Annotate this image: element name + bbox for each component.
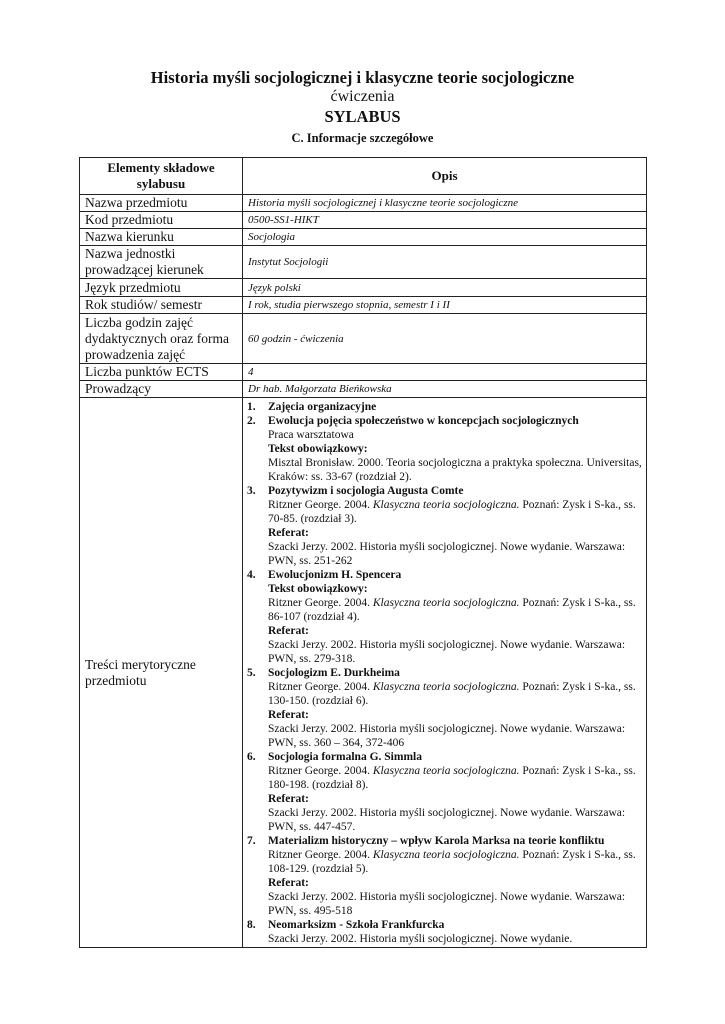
row-value: I rok, studia pierwszego stopnia, semestr I i II <box>243 297 647 314</box>
table-row <box>80 195 647 212</box>
column-header-elements: Elementy składowe sylabusu <box>80 158 243 195</box>
row-value: Instytut Socjologii <box>243 246 647 279</box>
row-value: 0500-SS1-HIKT <box>243 212 647 229</box>
table-row <box>80 212 647 229</box>
table-row <box>80 381 647 398</box>
row-value: 60 godzin - ćwiczenia <box>243 314 647 364</box>
document-title: Historia myśli socjologicznej i klasyczne teorie socjologiczne <box>150 68 575 87</box>
content-label: Treści merytoryczne przedmiotu <box>80 398 243 948</box>
row-value: Język polski <box>243 279 647 297</box>
table-row <box>80 246 647 279</box>
section-heading: C. Informacje szczegółowe <box>291 131 434 145</box>
row-label: Nazwa jednostki prowadzącej kierunek <box>80 246 243 279</box>
list-item: 8. Neomarksizm - Szkoła Frankfurcka Szacki Jerzy. 2002. Historia myśli socjologicznej. Nowe wydanie. <box>247 919 573 945</box>
row-value: Dr hab. Małgorzata Bieńkowska <box>243 381 647 398</box>
row-label: Nazwa kierunku <box>80 229 243 246</box>
row-label: Kod przedmiotu <box>80 212 243 229</box>
row-value: 4 <box>243 364 647 381</box>
table-row <box>80 364 647 381</box>
row-label: Rok studiów/ semestr <box>80 297 243 314</box>
table-header-row <box>80 158 647 195</box>
row-label: Liczba godzin zajęć dydaktycznych oraz forma prowadzenia zajęć <box>80 314 243 364</box>
document-header <box>0 68 725 146</box>
table-row <box>80 229 647 246</box>
table-row <box>80 279 647 297</box>
document-subtitle: ćwiczenia <box>330 88 395 105</box>
syllabus-table <box>79 157 647 948</box>
row-value: Socjologia <box>243 229 647 246</box>
list-item: 3. Pozytywizm i socjologia Augusta Comte Ritzner George. 2004. Klasyczna teoria socjologiczna. Poznań: Zysk i S-ka., ss. 70-85. (rozdział 3). Referat: Szacki Jerzy. 2002. Historia myśli socjologicznej. Nowe wydanie. Warszawa: PWN, ss. 251-262 <box>247 485 636 567</box>
list-item: 4. Ewolucjonizm H. Spencera Tekst obowiązkowy: Ritzner George. 2004. Klasyczna teoria socjologiczna. Poznań: Zysk i S-ka., ss. 86-107 (rozdział 4). Referat: Szacki Jerzy. 2002. Historia myśli socjologicznej. Nowe wydanie. Warszawa: PWN, ss. 279-318. <box>247 569 636 665</box>
content-list <box>243 398 647 948</box>
row-label: Prowadzący <box>80 381 243 398</box>
row-value: Historia myśli socjologicznej i klasyczne teorie socjologiczne <box>243 195 647 212</box>
list-item: 6. Socjologia formalna G. Simmla Ritzner George. 2004. Klasyczna teoria socjologiczna. Poznań: Zysk i S-ka., ss. 180-198. (rozdział 8). Referat: Szacki Jerzy. 2002. Historia myśli socjologicznej. Nowe wydanie. Warszawa: PWN, ss. 447-457. <box>247 751 636 833</box>
table-row <box>80 314 647 364</box>
list-item: 1. Zajęcia organizacyjne <box>247 401 377 413</box>
table-row <box>80 297 647 314</box>
list-item: 2. Ewolucja pojęcia społeczeństwo w koncepcjach socjologicznych Praca warsztatowa Tekst obowiązkowy: Misztal Bronisław. 2000. Teoria socjologiczna a praktyka społeczna. Universitas, Kraków: ss. 33-67 (rozdział 2). <box>247 415 642 483</box>
sylabus-heading: SYLABUS <box>324 107 401 126</box>
column-header-description: Opis <box>243 158 647 195</box>
row-label: Język przedmiotu <box>80 279 243 297</box>
row-label: Liczba punktów ECTS <box>80 364 243 381</box>
row-label: Nazwa przedmiotu <box>80 195 243 212</box>
list-item: 7. Materializm historyczny – wpływ Karola Marksa na teorie konfliktu Ritzner George. 2004. Klasyczna teoria socjologiczna. Poznań: Zysk i S-ka., ss. 108-129. (rozdział 5). Referat: Szacki Jerzy. 2002. Historia myśli socjologicznej. Nowe wydanie. Warszawa: PWN, ss. 495-518 <box>247 835 636 917</box>
content-row <box>80 398 647 948</box>
list-item: 5. Socjologizm E. Durkheima Ritzner George. 2004. Klasyczna teoria socjologiczna. Poznań: Zysk i S-ka., ss. 130-150. (rozdział 6). Referat: Szacki Jerzy. 2002. Historia myśli socjologicznej. Nowe wydanie. Warszawa: PWN, ss. 360 – 364, 372-406 <box>247 667 636 749</box>
